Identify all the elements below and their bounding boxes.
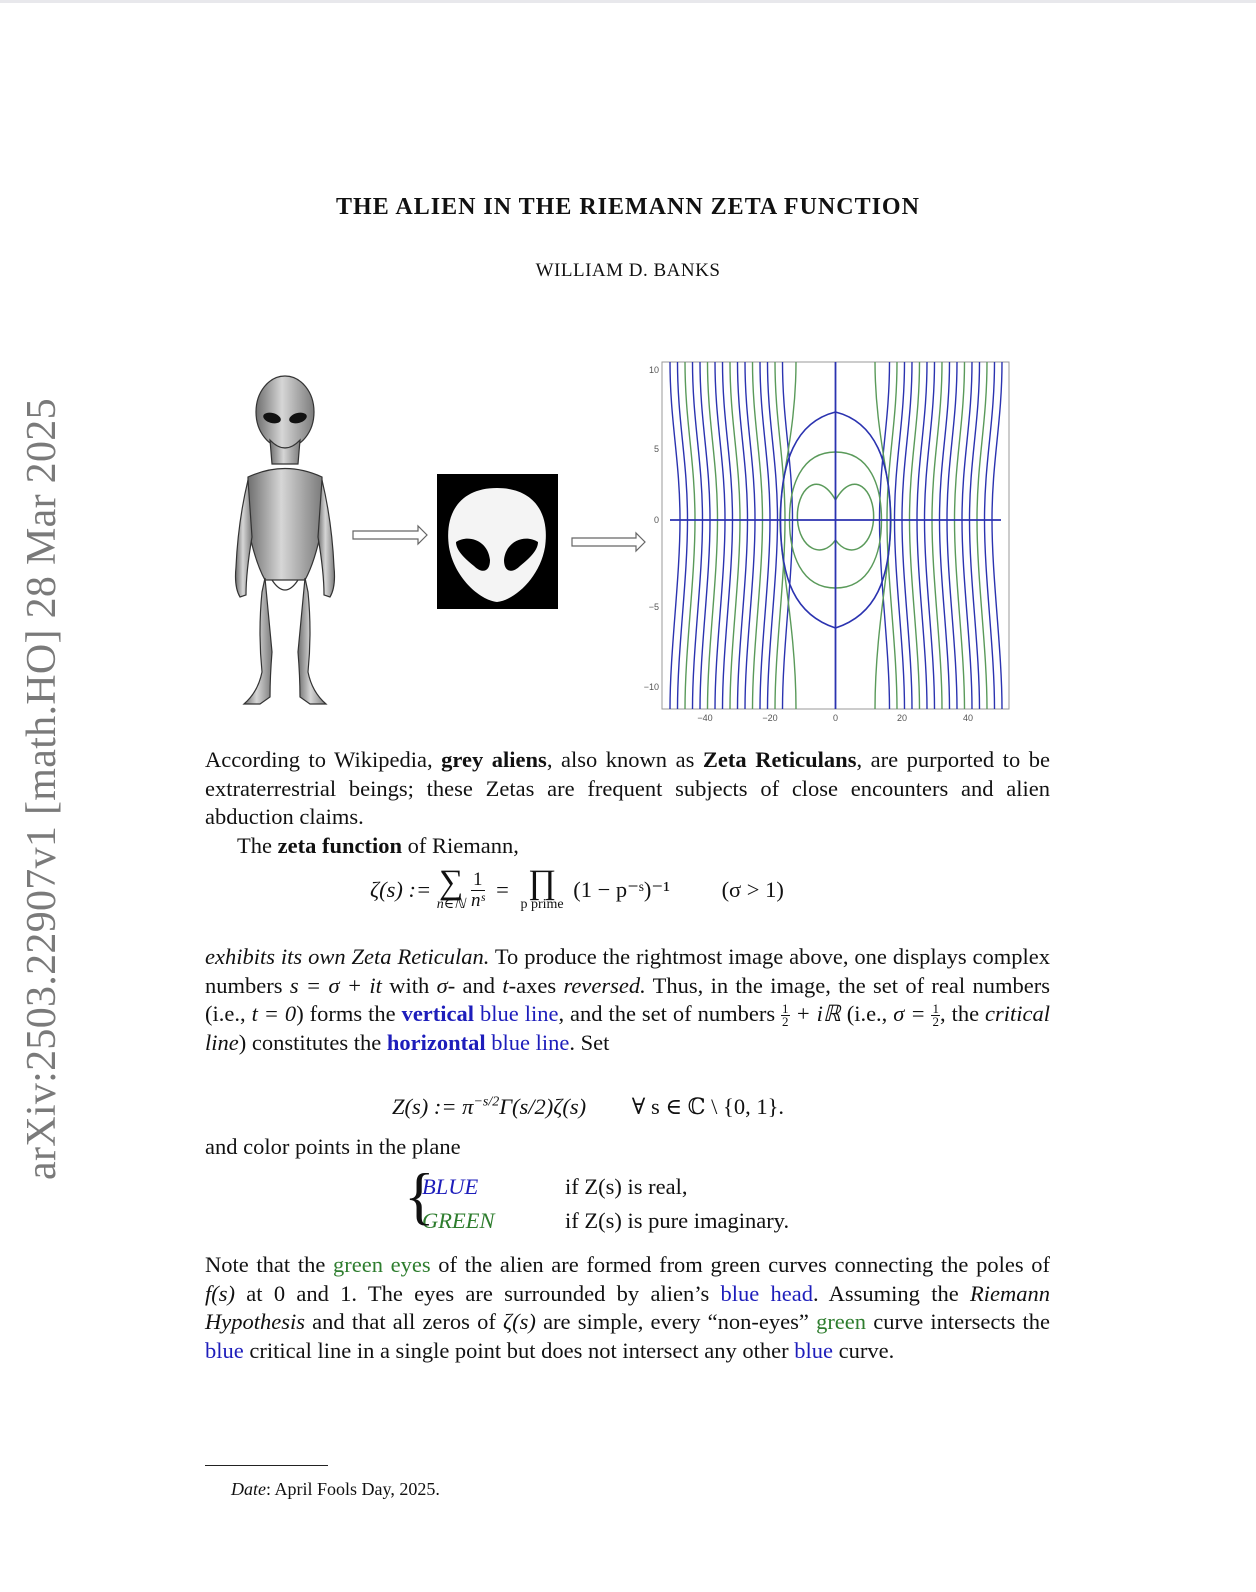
text: , are purported to be extraterrestrial beings; these Zetas are frequent subjects of close encounters and alien abduction claims. (205, 747, 1050, 829)
text: and that all zeros of (305, 1309, 504, 1334)
text: To produce the rightmost image above, one displays complex numbers (205, 944, 1050, 998)
arrow-1 (353, 526, 427, 544)
text: curve intersects the (866, 1309, 1051, 1334)
math: σ = (893, 1001, 932, 1026)
footnote-text: : April Fools Day, 2025. (266, 1479, 440, 1499)
paragraph-intro (205, 746, 1050, 860)
text: , also known as (546, 747, 703, 772)
grey-alien-drawing (236, 376, 335, 704)
frac-num: 1 (782, 1001, 789, 1017)
plot-y-tick-label: 10 (648, 365, 659, 375)
sum-subscript: n∈ℕ (436, 897, 466, 912)
frac-den: 2 (932, 1014, 939, 1030)
plot-x-tick-label: 20 (896, 713, 908, 722)
math: σ (436, 972, 448, 998)
half-fraction (931, 1003, 940, 1028)
case-green-label: GREEN (422, 1208, 495, 1233)
eq-exponent: −s/2 (473, 1094, 500, 1110)
frac-den: nˢ (470, 889, 485, 911)
text: (i.e., (840, 1001, 894, 1026)
text: Note that the (205, 1252, 333, 1277)
text-green: green (816, 1309, 867, 1334)
equation-zeta-definition: ζ(s) := ∑ n∈ℕ $\frac{1}{\text{nˢ}}$ = ∏ p prime (1 − p⁻ˢ)⁻¹ (σ > 1) (370, 864, 784, 912)
eq-lhs: Z(s) := π (392, 1094, 474, 1119)
text: . Assuming the (813, 1280, 970, 1306)
case-blue-label: BLUE (422, 1174, 479, 1199)
frac-den: 2 (782, 1014, 789, 1030)
plot-x-tick-label: 0 (832, 713, 839, 722)
text-blue: blue line (474, 1001, 559, 1026)
text-italic: exhibits its own Zeta Reticulan. (205, 944, 490, 969)
text-blue: blue line (491, 1029, 570, 1055)
term-vertical: vertical (401, 1001, 475, 1026)
alien-head-icon (437, 474, 558, 609)
math: f(s) (205, 1280, 235, 1306)
half-fraction (781, 1003, 790, 1028)
math: t (502, 972, 509, 998)
text-italic: critical line (205, 1001, 1051, 1055)
text-italic: reversed. (563, 972, 646, 998)
plot-x-tick-label: 40 (962, 713, 974, 722)
term-horizontal: horizontal (386, 1029, 486, 1055)
text: -axes (508, 972, 564, 998)
plot-y-tick-label: −10 (643, 682, 659, 692)
term-zeta-reticulans: Zeta Reticulans (702, 747, 857, 772)
text: ) constitutes the (238, 1029, 387, 1055)
text: The (237, 832, 278, 858)
term-grey-aliens: grey aliens (441, 747, 547, 772)
text: with (381, 972, 437, 998)
text-blue: blue (205, 1337, 244, 1363)
math: + iℝ (789, 1001, 841, 1026)
equation-completed-zeta (392, 1094, 784, 1120)
eq-condition: (σ > 1) (721, 877, 784, 902)
text: and color points in the plane (205, 1134, 461, 1159)
math: t = 0 (251, 1001, 297, 1026)
text: ) forms the (296, 1001, 402, 1026)
text: of Riemann, (401, 832, 519, 858)
text: critical line in a single point but does not intersect any other (243, 1337, 795, 1363)
plot-y-tick-label: −5 (648, 602, 659, 612)
text: , and the set of numbers (558, 1001, 782, 1026)
math: s = σ + it (289, 972, 382, 998)
text-blue: blue (794, 1337, 833, 1363)
paper-title: THE ALIEN IN THE RIEMANN ZETA FUNCTION (336, 194, 920, 220)
eq-lhs: ζ(s) := (370, 877, 437, 902)
frac-num: 1 (471, 870, 485, 891)
eq-rhs: Γ(s/2)ζ(s) (499, 1094, 587, 1119)
eq-fraction (471, 870, 485, 911)
text-green: green eyes (333, 1252, 431, 1277)
arrow-2 (572, 533, 645, 551)
footnote-date (231, 1479, 440, 1500)
prod-subscript: p prime (520, 897, 564, 912)
paper-author: WILLIAM D. BANKS (535, 260, 721, 281)
plot-y-tick-label: 0 (653, 515, 659, 525)
text: of the alien are formed from green curves connecting the poles of (430, 1252, 1050, 1277)
footnote-label: Date (231, 1479, 266, 1499)
zeta-contour-plot (644, 362, 1009, 722)
text: curve. (832, 1337, 895, 1363)
text: - and (447, 972, 503, 998)
arxiv-stamp: arXiv:2503.22907v1 [math.HO] 28 Mar 2025 (19, 398, 65, 1180)
text-blue: blue head (720, 1280, 813, 1306)
plot-x-tick-label: −40 (697, 713, 713, 722)
figure (200, 352, 1040, 722)
term-zeta-function: zeta function (277, 832, 402, 858)
paragraph-color-intro (205, 1133, 1050, 1162)
text: at 0 and 1. The eyes are surrounded by alien’s (235, 1280, 721, 1306)
text: Thus, in the image, the set of real numbers (i.e., (205, 972, 1050, 1026)
math: ζ(s) (503, 1309, 536, 1334)
text: are simple, every “non-eyes” (535, 1309, 817, 1334)
eq-factor: (1 − p⁻ˢ)⁻¹ (573, 877, 670, 902)
case-blue-condition: if Z(s) is real, (565, 1174, 688, 1199)
frac-num: 1 (932, 1001, 939, 1017)
text: , the (939, 1001, 986, 1026)
equation-color-cases (404, 1160, 790, 1238)
brace: { (404, 1160, 435, 1231)
eq-condition: ∀ s ∈ ℂ \ {0, 1}. (631, 1094, 785, 1119)
text-italic: Riemann Hypothesis (205, 1280, 1050, 1334)
paragraph-note (205, 1251, 1050, 1365)
case-green-condition: if Z(s) is pure imaginary. (565, 1208, 790, 1233)
eq-equals: = (496, 877, 509, 902)
text: . Set (569, 1029, 610, 1055)
top-border (0, 0, 1256, 3)
text: According to Wikipedia, (205, 747, 442, 772)
plot-y-tick-label: 5 (653, 444, 659, 454)
footnote-rule (205, 1465, 328, 1466)
plot-x-tick-label: −20 (762, 713, 778, 722)
paragraph-construction (205, 943, 1050, 1057)
